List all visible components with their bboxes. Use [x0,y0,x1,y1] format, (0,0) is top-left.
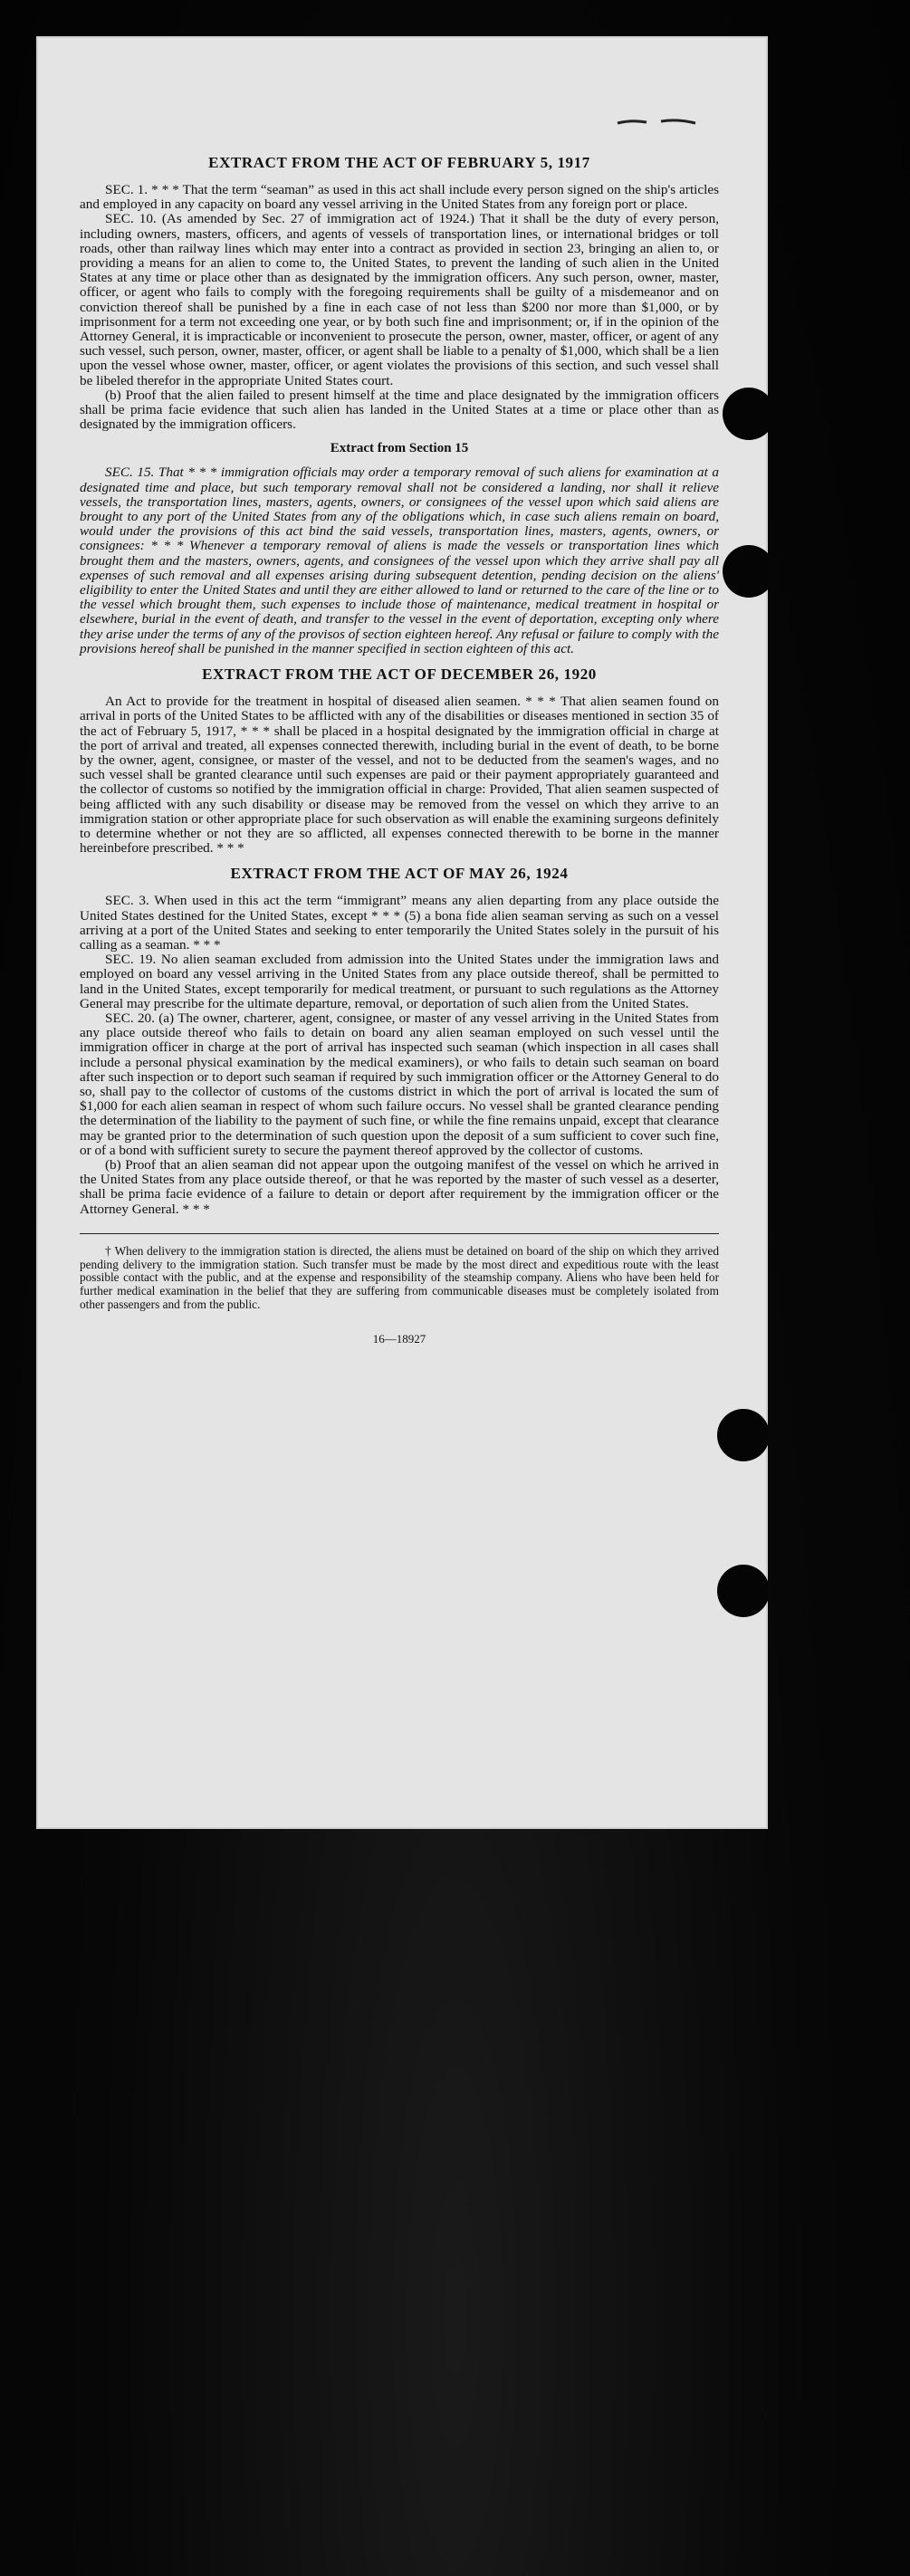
footnote-divider [80,1233,719,1234]
paragraph-sec15: SEC. 15. That * * * immigration officials may order a temporary removal of such aliens for examination at a designated time and place, but such temporary removal shall not be considered a landing, nor shall it relieve vessels, the transportation lines, masters, agents, owners, or consignees of the vessel upon which said aliens are brought to any port of the United States from any of the obligations which, in case such aliens remain on board, would under the provisions of this act bind the said vessels, transportation lines, masters, agents, owners, or consignees: * * * Whenever a temporary removal of aliens is made the vessels or transportation lines which brought them and the masters, owners, agents, and consignees of the vessel upon which they arrive shall pay all expenses of such removal and all expenses arising during subsequent detention, pending decision on the aliens' eligibility to enter the United States and until they are either allowed to land or returned to the care of the line or to the vessel which brought them, such expenses to include those of maintenance, medical treatment in hospital or elsewhere, burial in the event of death, and transfer to the vessel in the event of deportation, excepting only where they arise under the terms of any of the provisos of section eighteen hereof. Any refusal or failure to comply with the provisions hereof shall be punished in the manner specified in section eighteen of this act. [80,464,719,656]
paragraph-sec10-b: (b) Proof that the alien failed to present himself at the time and place designated by the immigration officers shall be prima facie evidence that such alien has landed in the United States at a time or place other than as designated by the immigration officers. [80,387,719,433]
section-title-sec15: Extract from Section 15 [330,441,469,456]
document-body [80,145,719,1346]
section-title-1917: EXTRACT FROM THE ACT OF FEBRUARY 5, 1917 [208,154,590,171]
paragraph-sec20-b: (b) Proof that an alien seaman did not appear upon the outgoing manifest of the vessel on which he arrived in the United States from any place outside thereof, or that he was reported by the master of such vessel as a deserter, shall be prima facie evidence of a failure to detain or deport after requirement by the immigration officer or the Attorney General. * * * [80,1156,719,1217]
paragraph-sec1: SEC. 1. * * * That the term “seaman” as used in this act shall include every person signed on the ship's articles and employed in any capacity on board any vessel arriving in the United States from any foreign port or place. [80,182,719,213]
paragraph-sec10: SEC. 10. (As amended by Sec. 27 of immigration act of 1924.) That it shall be the duty of every person, including owners, masters, officers, and agents of vessels of transportation lines, or international bridges or toll roads, other than railway lines which may enter into a contract as provided in section 23, bringing an alien to, or providing a means for an alien to come to, the United States, to prevent the landing of such alien in the United States at any time or place other than as designated by the immigration officers. Any such person, owner, master, officer, or agent who fails to comply with the foregoing requirements shall be guilty of a misdemeanor and on conviction thereof shall be punished by a fine in each case of not less than $200 nor more than $1,000, or by imprisonment for a term not exceeding one year, or by both such fine and imprisonment; or, if in the opinion of the Attorney General, it is impracticable or inconvenient to prosecute the person, owner, master, officer, or agent of any such vessel, such person, owner, master, officer, or agent shall be liable to a penalty of $1,000, which shall be a lien upon the vessel whose owner, master, officer, or agent violates the provisions of this section, and such vessel shall be libeled therefor in the appropriate United States court. [80,211,719,388]
punch-hole-icon [717,1409,768,1461]
film-margin [0,1838,910,2576]
document-page [36,36,768,1829]
page-number: 16—18927 [372,1331,426,1345]
punch-hole-icon [723,388,768,440]
footnote-text: † When delivery to the immigration station is directed, the aliens must be detained on board of the ship on which they arrived pending delivery to the immigration station. Such transfer must be made by the most direct and expeditious route with the least possible contact with the public, and at the expense and responsibility of the steamship company. Aliens who have been held for further medical examination in the belief that they are suffering from communicable diseases must be completely isolated from other passengers and from the public. [80,1243,719,1311]
paragraph-sec3: SEC. 3. When used in this act the term “immigrant” means any alien departing from any place outside the United States destined for the United States, except * * * (5) a bona fide alien seaman serving as such on a vessel arriving at a port of the United States and seeking to enter temporarily the United States solely in the pursuit of his calling as a seaman. * * * [80,893,719,953]
paragraph-1920-act: An Act to provide for the treatment in hospital of diseased alien seamen. * * * That alien seamen found on arrival in ports of the United States to be afflicted with any of the disabilities or diseases mentioned in section 35 of the act of February 5, 1917, * * * shall be placed in a hospital designated by the immigration official in charge at the port of arrival and treated, all expenses connected therewith, including burial in the event of death, to be borne by the owner, agent, consignee, or master of the vessel, and not to be deducted from the seamen's wages, and no such vessel shall be granted clearance until such expenses are paid or their payment appropriately guaranteed and the collector of customs so notified by the immigration official in charge: Provided, That alien seamen suspected of being afflicted with any such disability or disease may be removed from the vessel on which they arrive to an immigration station or other appropriate place for such observation as will enable the examining surgeons definitely to determine whether or not they are so afflicted, all expenses connected therewith to be borne in the manner hereinbefore prescribed. * * * [80,694,719,857]
paragraph-sec19: SEC. 19. No alien seaman excluded from admission into the United States under the immigration laws and employed on board any vessel arriving in the United States from any place outside thereof, shall be permitted to land in the United States, except temporarily for medical treatment, or pursuant to such regulations as the Attorney General may prescribe for the ultimate departure, removal, or deportation of such alien from the United States. [80,952,719,1011]
pen-mark-icon [616,116,697,129]
punch-hole-icon [723,545,768,598]
footnote [80,1245,719,1312]
section-title-1920: EXTRACT FROM THE ACT OF DECEMBER 26, 1920 [202,666,597,684]
section-title-1924: EXTRACT FROM THE ACT OF MAY 26, 1924 [230,865,569,883]
paragraph-sec20-a: SEC. 20. (a) The owner, charterer, agent, consignee, or master of any vessel arriving in the United States from any place outside thereof who fails to detain on board any alien seaman employed on such vessel until the immigration officer in charge at the port of arrival has inspected such seaman (which inspection in all cases shall include a personal physical examination by the medical examiners), or who fails to detain such seaman on board after such inspection or to deport such seaman if required by such immigration officer or the Attorney General to do so, shall pay to the collector of customs of the customs district in which the port of arrival is located the sum of $1,000 for each alien seaman in respect of whom such failure occurs. No vessel shall be granted clearance pending the determination of the liability to the payment of such fine, or while the fine remains unpaid, except that clearance may be granted prior to the determination of such question upon the deposit of a sum sufficient to cover such fine, or of a bond with sufficient surety to secure the payment thereof approved by the collector of customs. [80,1010,719,1158]
punch-hole-icon [717,1565,768,1617]
